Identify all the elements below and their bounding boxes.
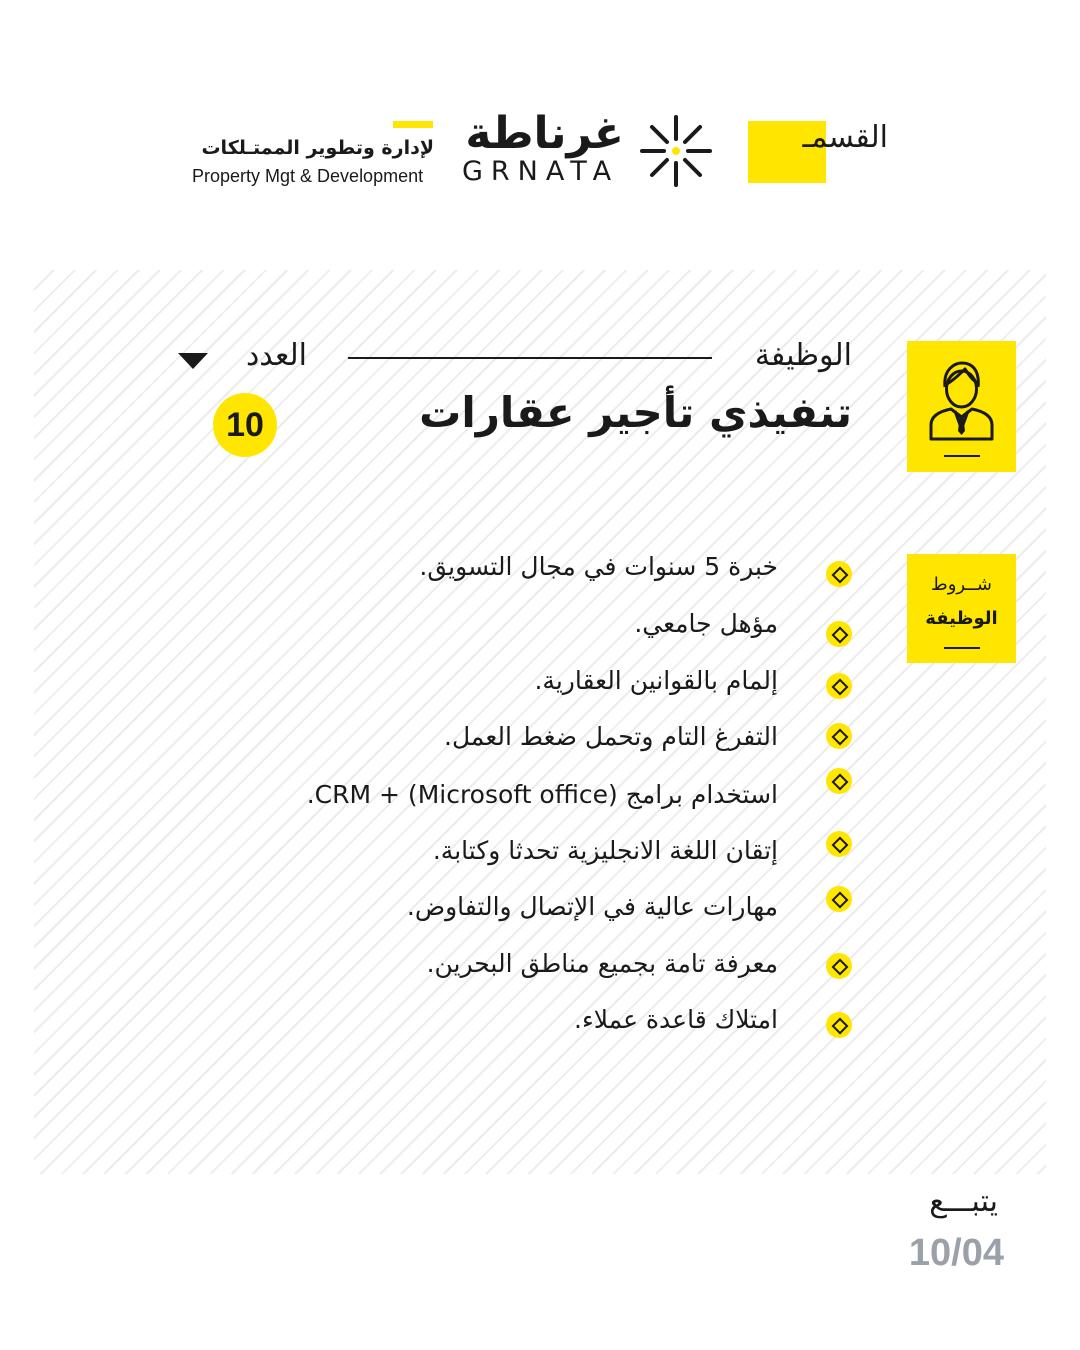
businessman-icon (925, 359, 998, 441)
job-title: تنفيذي تأجير عقارات (419, 388, 852, 437)
brand-name-english: GRNATA (462, 156, 620, 187)
requirements-card-line2: الوظيفة (925, 608, 998, 629)
requirement-item: معرفة تامة بجميع مناطق البحرين. (426, 949, 778, 978)
requirements-card-underline (944, 647, 980, 649)
count-label: العدد (245, 338, 307, 373)
requirement-item: التفرغ التام وتحمل ضغط العمل. (444, 722, 778, 751)
diamond-bullet-icon (826, 1012, 852, 1038)
diamond-bullet-icon (826, 621, 852, 647)
continue-label: يتبـــع (929, 1184, 998, 1219)
requirement-item: إتقان اللغة الانجليزية تحدثا وكتابة. (432, 836, 778, 865)
diamond-bullet-icon (826, 953, 852, 979)
job-card (907, 341, 1016, 472)
star-burst-icon (638, 113, 714, 189)
section-label: القسمـ (802, 120, 888, 155)
triangle-down-icon (178, 353, 208, 369)
job-card-underline (944, 455, 980, 457)
tagline-arabic: لإدارة وتطوير الممتـلكات (201, 137, 434, 159)
requirement-item: خبرة 5 سنوات في مجال التسويق. (419, 552, 778, 581)
diamond-bullet-icon (826, 561, 852, 587)
requirement-item: امتلاك قاعدة عملاء. (574, 1005, 778, 1034)
diamond-bullet-icon (826, 768, 852, 794)
page-indicator: 10/04 (908, 1232, 1004, 1274)
diamond-bullet-icon (826, 723, 852, 749)
requirement-item: استخدام برامج (Microsoft office) + CRM. (306, 780, 778, 809)
requirement-item: مؤهل جامعي. (634, 609, 778, 638)
tagline-english: Property Mgt & Development (192, 166, 424, 186)
brand-name-arabic: غرناطة (465, 108, 624, 159)
job-label: الوظيفة (754, 338, 852, 373)
diamond-bullet-icon (826, 886, 852, 912)
job-label-rule (348, 357, 712, 359)
requirements-card (907, 554, 1016, 663)
requirements-card-line1: شــروط (931, 574, 992, 595)
requirement-item: مهارات عالية في الإتصال والتفاوض. (406, 892, 778, 921)
count-badge: 10 (213, 393, 277, 457)
diamond-bullet-icon (826, 673, 852, 699)
requirement-item: إلمام بالقوانين العقارية. (534, 666, 778, 695)
brand-accent-bar (393, 121, 433, 128)
diamond-bullet-icon (826, 831, 852, 857)
